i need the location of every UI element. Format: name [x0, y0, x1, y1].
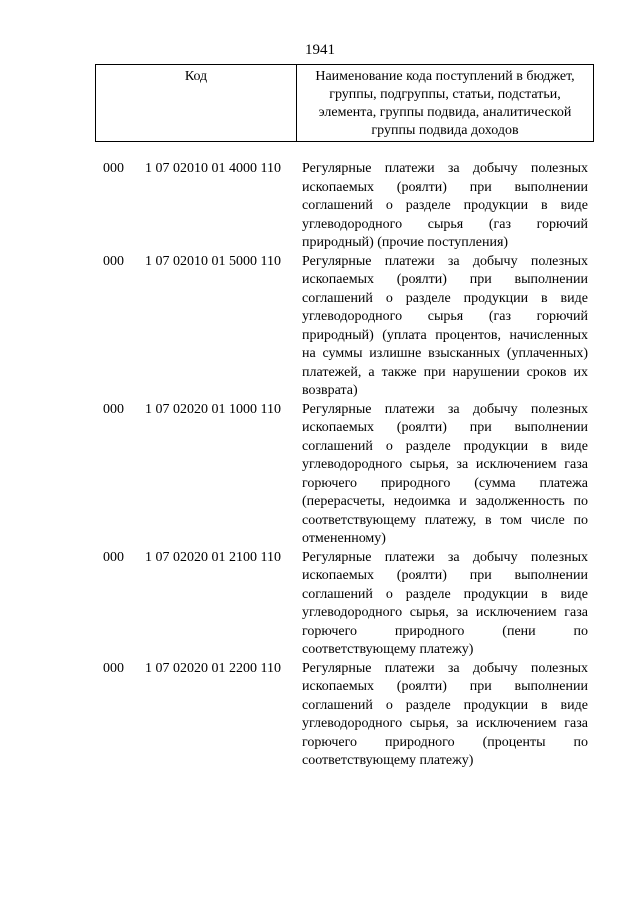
revenue-code: 1 07 02020 01 1000 110 — [145, 401, 281, 417]
table-row — [0, 401, 640, 549]
table-row — [0, 253, 640, 401]
admin-code: 000 — [103, 549, 124, 565]
revenue-code: 1 07 02020 01 2100 110 — [145, 549, 281, 565]
header-code-label: Код — [96, 65, 297, 141]
revenue-code: 1 07 02010 01 4000 110 — [145, 161, 281, 176]
table-row — [0, 160, 640, 253]
revenue-description: Регулярные платежи за добычу полезных ископаемых (роялти) при выполнении соглашений о разделе продукции в виде углеводородного сырья, за исключением газа горючего природного (пени по соответствующему платежу) — [302, 549, 588, 657]
admin-code: 000 — [103, 660, 124, 676]
revenue-code: 1 07 02010 01 5000 110 — [145, 253, 281, 269]
revenue-description: Регулярные платежи за добычу полезных ископаемых (роялти) при выполнении соглашений о разделе продукции в виде углеводородного сырья, за исключением газа горючего природного (сумма платежа (перерасчеты, недоимка и задолженность по соответствующему платежу, в том числе по отмененному) — [302, 401, 588, 546]
header-name-label: Наименование кода поступлений в бюджет, группы, подгруппы, статьи, подстатьи, элемента, группы подвида, аналитической группы подвида доходов — [315, 69, 575, 138]
revenue-code: 1 07 02020 01 2200 110 — [145, 660, 281, 676]
revenue-description: Регулярные платежи за добычу полезных ископаемых (роялти) при выполнении соглашений о разделе продукции в виде углеводородного сырья (газ горючий природный) (прочие поступления) — [302, 161, 588, 250]
table-header — [95, 64, 594, 142]
revenue-description: Регулярные платежи за добычу полезных ископаемых (роялти) при выполнении соглашений о разделе продукции в виде углеводородного сырья, за исключением газа горючего природного (проценты по соответствующему платежу) — [302, 660, 588, 768]
table-row — [0, 549, 640, 660]
page-number: 1941 — [305, 42, 335, 58]
revenue-description: Регулярные платежи за добычу полезных ископаемых (роялти) при выполнении соглашений о разделе продукции в виде углеводородного сырья (газ горючий природный) (уплата процентов, начисленных на суммы излишне взысканных (уплаченных) платежей, а также при нарушении сроков их возврата) — [302, 253, 588, 398]
table-row — [0, 660, 640, 771]
admin-code: 000 — [103, 253, 124, 269]
admin-code: 000 — [103, 161, 124, 176]
admin-code: 000 — [103, 401, 124, 417]
table-body — [0, 160, 640, 771]
